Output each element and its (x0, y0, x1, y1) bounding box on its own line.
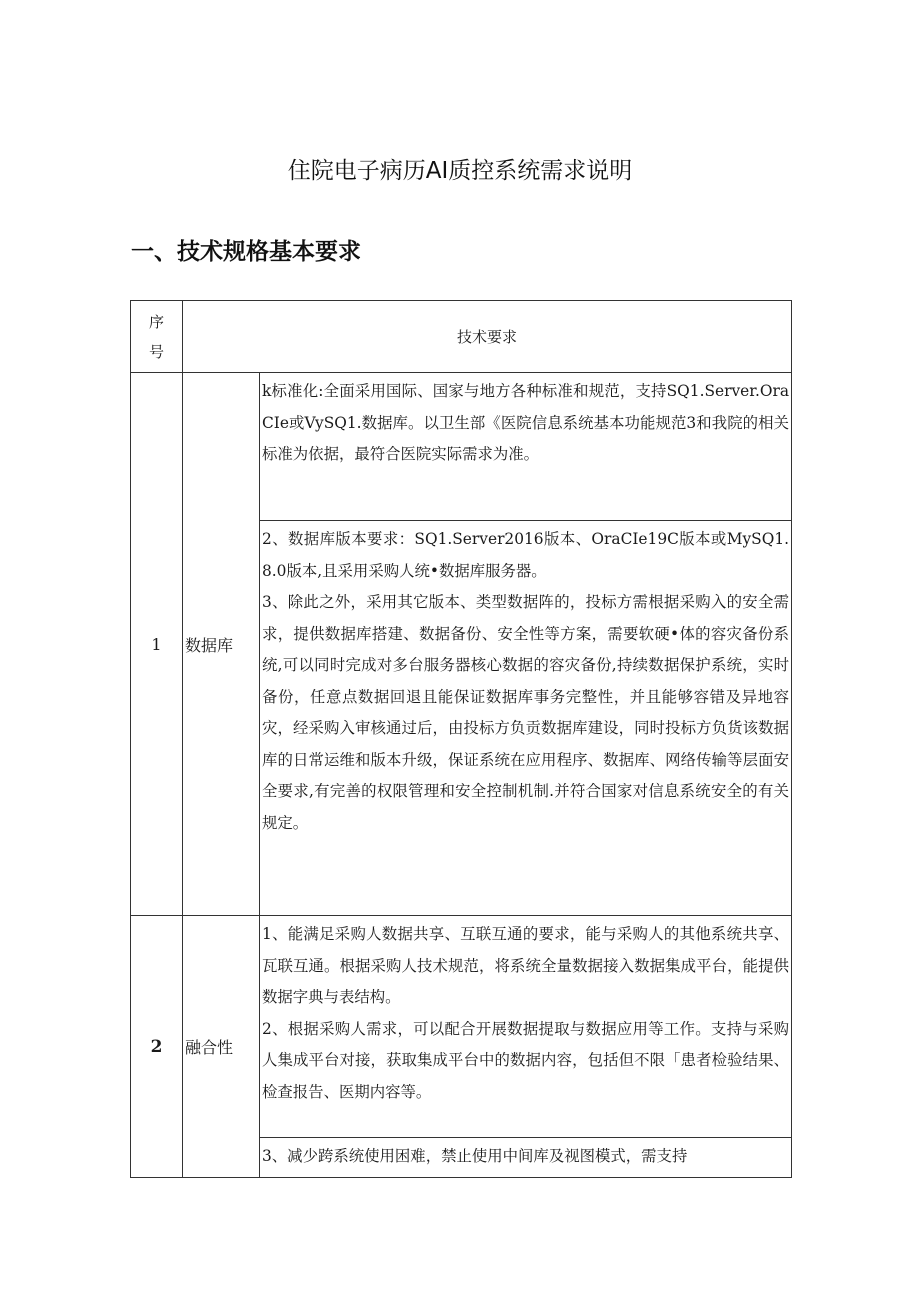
row-seq: 1 (131, 373, 183, 916)
table-header-row (131, 301, 792, 373)
requirement-paragraph: k标准化:全面采用国际、国家与地方各种标准和规范，支持SQ1.Server.OraCIe或VySQ1.数据库。以卫生部《医院信息系统基本功能规范3和我院的相关标准为依据，最符合医院实际需求为准。 (262, 382, 790, 463)
requirement-paragraph: 1、能满足采购人数据共享、互联互通的要求，能与采购人的其他系统共享、瓦联互通。根据采购人技术规范，将系统全量数据接入数据集成平台，能提供数据字典与表结构。 (262, 925, 790, 1006)
document-title: 住院电子病历AI质控系统需求说明 (287, 158, 633, 184)
requirement-paragraph: 2、数据库版本要求：SQ1.Server2016版本、OraCIe19C版本或MySQ1.8.0版本,且采用采购人统•数据库服务器。 (262, 530, 790, 580)
requirement-paragraph: 2、根据采购人需求，可以配合开展数据提取与数据应用等工作。支持与采购人集成平台对接，获取集成平台中的数据内容，包括但不限「患者检验结果、检查报告、医期内容等。 (262, 1019, 790, 1101)
requirement-paragraph: 3、减少跨系统使用困难，禁止使用中间库及视图模式，需支持 (262, 1147, 688, 1165)
requirements-table (130, 300, 792, 1178)
row-name: 数据库 (183, 373, 260, 916)
header-requirement-cell: 技术要求 (183, 301, 792, 373)
table-row (131, 373, 792, 521)
row-seq: 2 (131, 916, 183, 1178)
header-seq-line2: 号 (148, 342, 164, 361)
requirement-text-cell (260, 916, 792, 1138)
requirement-text-cell (260, 1138, 792, 1178)
header-seq-line1: 序 (148, 312, 164, 331)
requirement-paragraph: 3、除此之外，采用其它版本、类型数据阵的，投标方需根据采购入的安全需求，提供数据库搭建、数据备份、安全性等方案，需要软硬•体的容灾备份系统,可以同时完成对多台服务器核心数据的容灾备份,持续数据保护系统，实时备份，任意点数据回退且能保证数据库事务完整性，并且能够容错及异地容灾，经采购入审核通过后，由投标方负贡数据库建设，同时投标方负货该数据库的日常运维和版本升级，保证系统在应用程序、数据库、网络传输等层面安全要求,有完善的权限管理和安全控制机制.并符合国家对信息系统安全的有关规定。 (262, 593, 790, 832)
requirement-text-cell (260, 373, 792, 521)
row-name: 融合性 (183, 916, 260, 1178)
requirement-text-cell (260, 521, 792, 916)
table-row (131, 916, 792, 1138)
section-heading: 一、技术规格基本要求 (131, 239, 361, 265)
header-seq-cell (131, 301, 183, 373)
